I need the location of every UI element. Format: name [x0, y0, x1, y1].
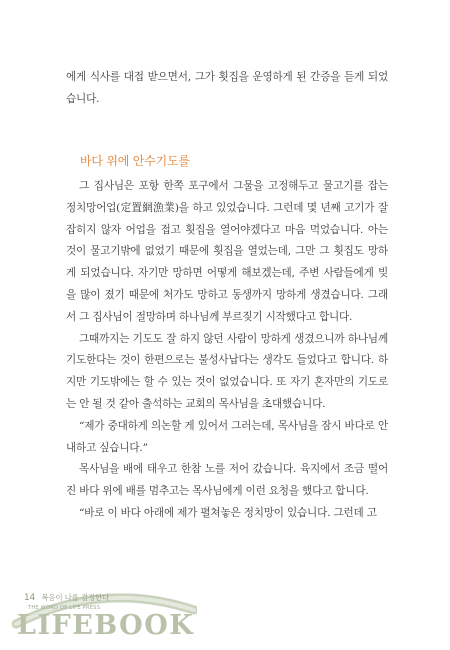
intro-text: 에게 식사를 대접 받으면서, 그가 횟집을 운영하게 된 간증을 듣게 되었습니다. — [66, 71, 388, 105]
paragraph-2: 그때까지는 기도도 잘 하지 않던 사람이 망하게 생겼으니까 하나님께 기도한다는 것이 한편으로는 불성사납다는 생각도 들었다고 합니다. 하지만 기도밖에는 할 수 있는 것이 없었습니다. 또 자기 혼자만의 기도로는 안 될 것 같아 출석하는 교회의 목사님을 초대했습니다. — [66, 332, 388, 410]
paragraph-5: “바로 이 바다 아래에 제가 펼쳐놓은 정치망이 있습니다. 그런데 고 — [79, 506, 377, 519]
intro-paragraph — [66, 67, 388, 111]
page-folio — [24, 592, 109, 603]
press-name: THE WORD OF LIFE PRESS — [28, 605, 101, 611]
paragraph-4: 목사님을 배에 태우고 한참 노를 저어 갔습니다. 육지에서 조금 떨어진 바다 위에 배를 멈추고는 목사님에게 이런 요청을 했다고 합니다. — [66, 463, 388, 498]
section-heading: 바다 위에 안수기도를 — [80, 154, 190, 168]
paragraph-1: 그 집사님은 포항 한쪽 포구에서 그물을 고정해두고 물고기를 잡는 정치망어업(定置網漁業)을 하고 있었습니다. 그런데 몇 년째 고기가 잘 잡히지 않자 어업을 접고 횟집을 열어야겠다고 마음 먹었습니다. 아는 것이 물고기밖에 없었기 때문에 횟집을 열었는데, 그만 그 횟집도 망하게 되었습니다. 자기만 망하면 어떻게 해보겠는데, 주변 사람들에게 빚을 많이 졌기 때문에 처가도 망하고 동생까지 망하게 생겼습니다. 그래서 그 집사님이 절망하며 하나님께 부르짖기 시작했다고 합니다. — [66, 180, 388, 323]
page-footer — [0, 578, 450, 650]
paragraph-3: “제가 중대하게 의논할 게 있어서 그러는데, 목사님을 잠시 바다로 안내하고 싶습니다.” — [66, 419, 388, 454]
running-title: 복음이 나를 결정한다 — [41, 593, 110, 602]
body-text — [66, 176, 388, 525]
page-number: 14 — [24, 593, 36, 603]
lifebook-logo: LIFEBOOK — [17, 610, 195, 641]
